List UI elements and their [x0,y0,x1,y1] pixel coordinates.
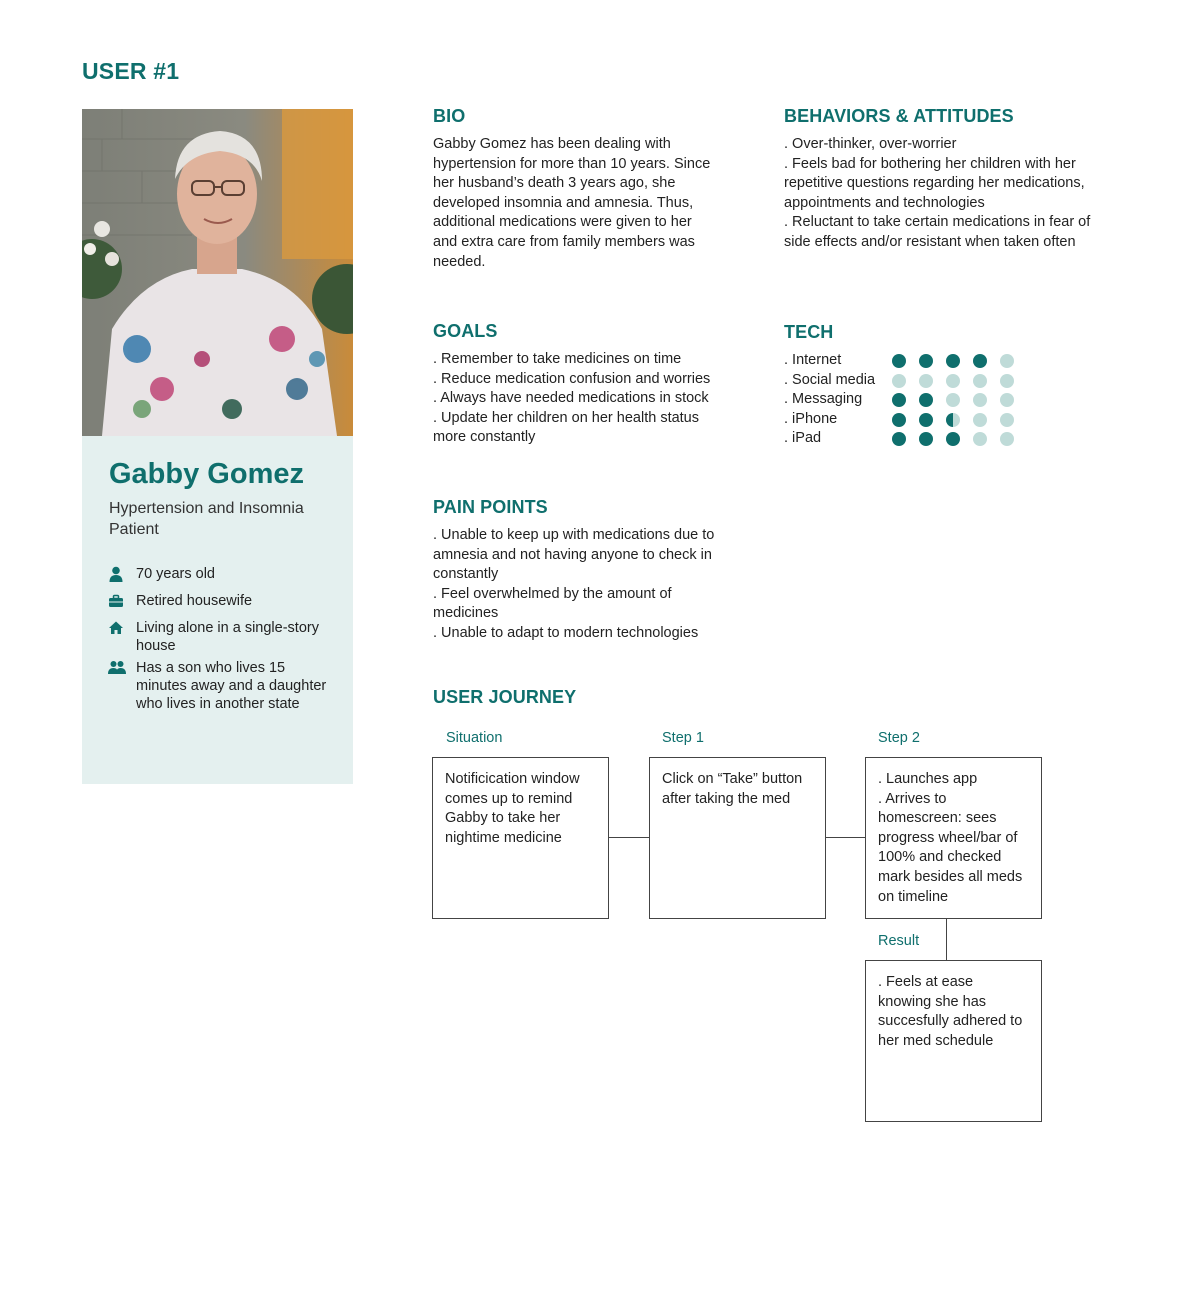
rating-dot [892,374,906,388]
rating-dot [919,393,933,407]
journey-box-result [865,960,1042,1122]
rating-dot [946,374,960,388]
rating-dot [919,354,933,368]
behavior-item: . Over-thinker, over-worrier [784,136,957,152]
bio-heading: BIO [433,106,466,126]
rating-dot [892,413,906,427]
pain-point-item: . Feel overwhelmed by the amount of medicines [433,585,672,622]
journey-box-situation [432,757,609,919]
tech-section [784,322,1044,449]
rating-dot [1000,432,1014,446]
journey-connector [946,919,947,960]
rating-dot [1000,393,1014,407]
persona-name: Gabby Gomez [109,458,304,490]
rating-dot [946,432,960,446]
fact-text: Living alone in a single-story house [136,620,319,654]
tech-row [784,390,1044,410]
profile-photo [82,109,353,436]
fact-text: 70 years old [136,566,215,582]
rating-dot [973,393,987,407]
rating-dot [919,413,933,427]
tech-row [784,371,1044,391]
fact-living [108,619,328,655]
rating-dot [946,413,960,427]
fact-family [108,659,328,713]
rating-dot [973,374,987,388]
person-icon [108,566,124,582]
rating-dot [1000,413,1014,427]
journey-line: . Launches app [878,771,978,787]
journey-heading: USER JOURNEY [433,687,577,707]
rating-dot [919,432,933,446]
rating-dot [946,354,960,368]
rating-dot [1000,354,1014,368]
persona-role: Hypertension and Insomnia Patient [109,500,304,538]
tech-label: . Internet [784,352,842,368]
pain-points-heading: PAIN POINTS [433,497,548,517]
rating-dot [973,354,987,368]
goal-item: . Always have needed medications in stock [433,390,709,407]
journey-label-step2: Step 2 [878,730,920,746]
pain-point-item: . Unable to adapt to modern technologies [433,624,699,641]
journey-text: Notificication window comes up to remind Gabby to take her nightime medicine [445,771,580,846]
journey-box-step2 [865,757,1042,919]
journey-box-step1 [649,757,826,919]
rating-dot [892,393,906,407]
rating-dot [919,374,933,388]
tech-row [784,351,1044,371]
fact-occupation [108,592,328,610]
tech-label: . iPhone [784,410,838,427]
journey-line: . Feels at ease knowing she has succesfully adhered to her med schedule [878,974,1023,1049]
rating-dot [1000,374,1014,388]
bio-section [433,106,713,272]
pain-points-section [433,497,718,644]
fact-age [108,565,328,583]
journey-line: . Arrives to homescreen: sees progress wheel/bar of 100% and checked mark besides all meds on timeline [878,790,1023,905]
journey-connector [609,837,649,838]
journey-section [433,687,733,716]
pain-point-item: . Unable to keep up with medications due to amnesia and not having anyone to check in constantly [433,527,715,583]
rating-dot [973,413,987,427]
journey-label-result: Result [878,933,920,949]
journey-label-step1: Step 1 [662,730,704,746]
journey-label-situation: Situation [446,730,503,746]
family-icon [108,660,124,676]
briefcase-icon [108,593,124,609]
goals-heading: GOALS [433,321,498,341]
fact-text: Has a son who lives 15 minutes away and a daughter who lives in another state [136,660,327,712]
journey-text: Click on “Take” button after taking the med [662,771,803,807]
persona-facts [108,565,328,713]
tech-label: . Messaging [784,391,863,407]
page-title: USER #1 [82,58,180,84]
tech-row [784,410,1044,430]
tech-label: . Social media [784,371,876,388]
home-icon [108,620,124,636]
rating-dot [892,432,906,446]
fact-text: Retired housewife [136,593,253,609]
bio-text: Gabby Gomez has been dealing with hypertension for more than 10 years. Since her husband’s death 3 years ago, she developed insomnia and amnesia. Thus, additional medications were given to her and extra care from family members was needed. [433,136,711,270]
tech-heading: TECH [784,322,834,342]
journey-connector [826,837,865,838]
tech-label: . iPad [784,430,822,446]
behaviors-heading: BEHAVIORS & ATTITUDES [784,106,1014,126]
goal-item: . Remember to take medicines on time [433,351,682,367]
behavior-item: . Feels bad for bothering her children with her repetitive questions regarding her medications, appointments and technologies [784,155,1085,211]
profile-card [82,109,353,784]
rating-dot [892,354,906,368]
tech-row [784,429,1044,449]
behaviors-section [784,106,1104,253]
goal-item: . Update her children on her health status more constantly [433,409,699,446]
rating-dot [973,432,987,446]
rating-dot [946,393,960,407]
goals-section [433,321,723,448]
tech-ratings [784,351,1044,449]
behavior-item: . Reluctant to take certain medications in fear of side effects and/or resistant when taken often [784,214,1091,250]
goal-item: . Reduce medication confusion and worries [433,370,711,387]
